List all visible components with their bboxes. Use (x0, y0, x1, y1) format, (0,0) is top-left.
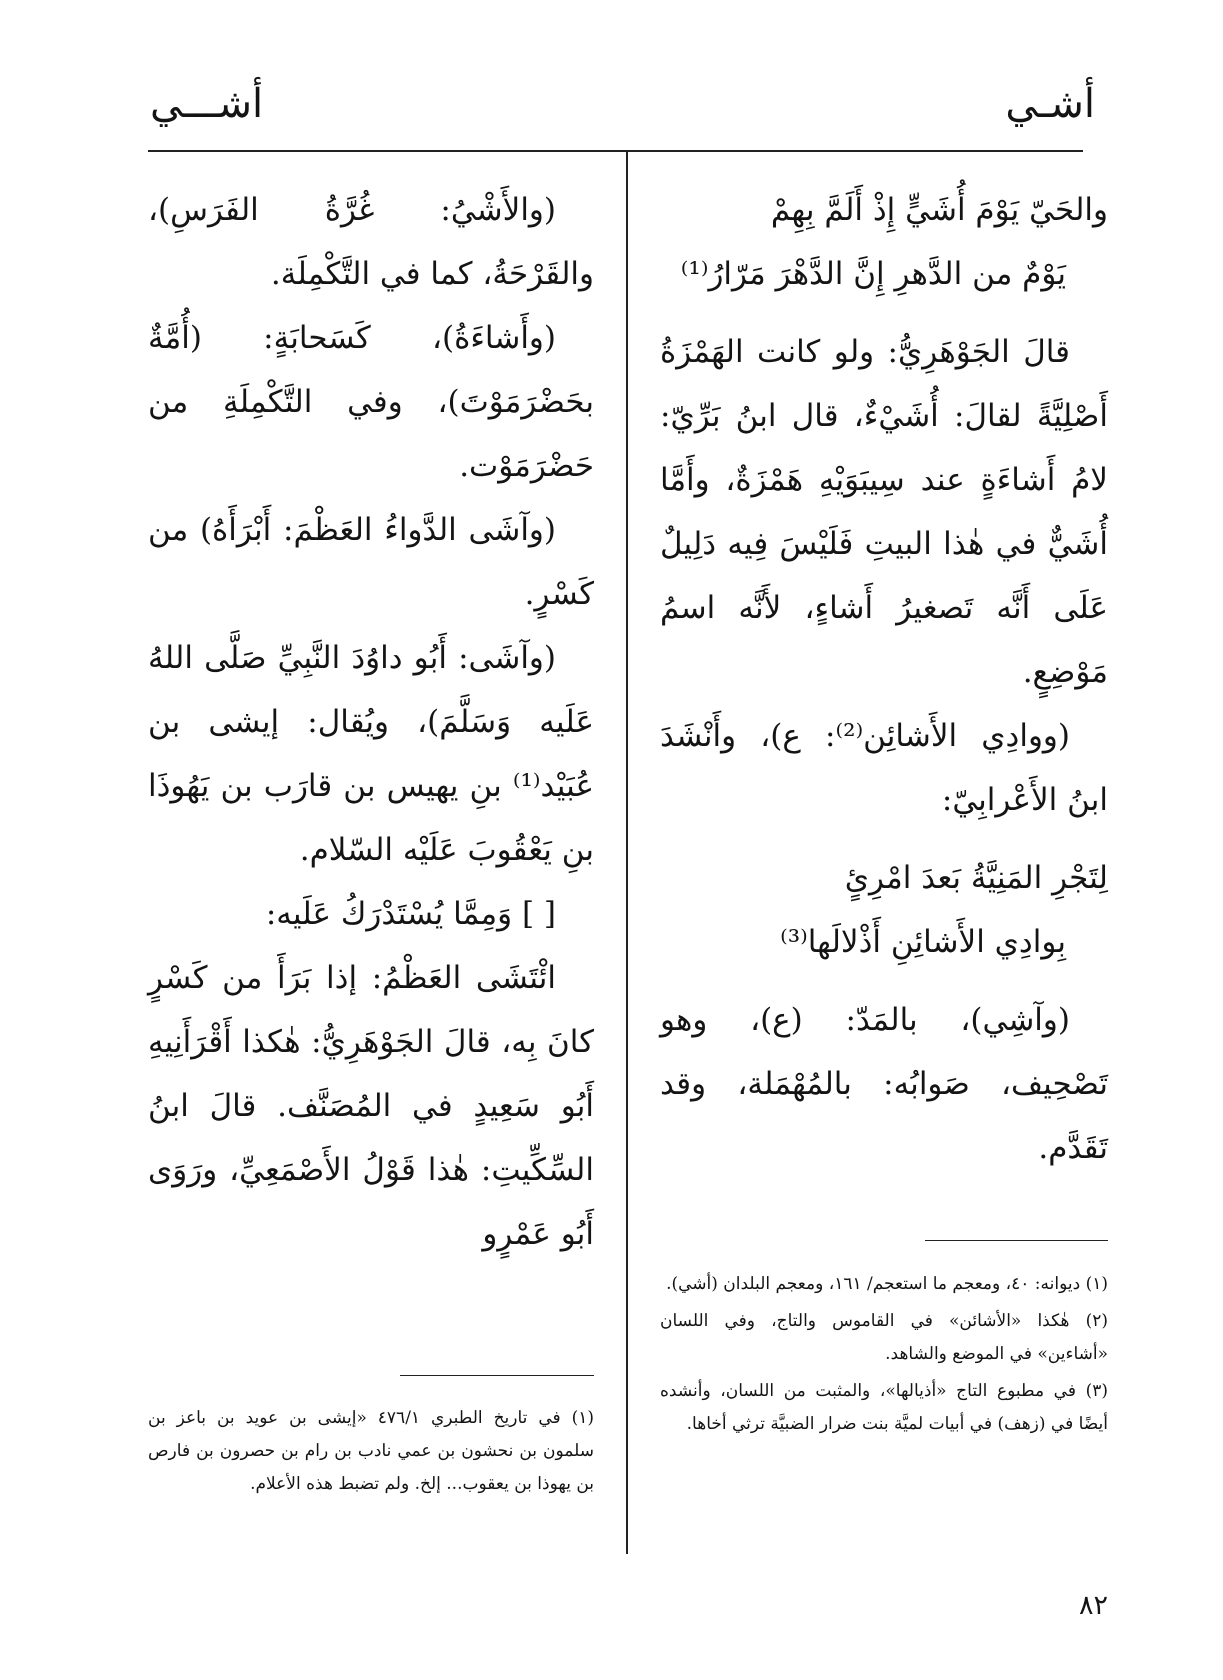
header-rule (148, 150, 1083, 152)
footnote-right-3: (٣) في مطبوع التاج «أذيالها»، والمثبت من اللسان، وأنشده أيضًا في (زهف) في أبيات لميَّة بنت ضرار الضبيَّة ترثي أخاها. (660, 1381, 1108, 1434)
left-column (148, 178, 594, 1266)
left-paragraph-1: (والأَشْيُ: غُرَّةُ الفَرَسِ)، والقَرْحَةُ، كما في التَّكْمِلَة. (148, 192, 594, 292)
right-paragraph-3: (وآشِي)، بالمَدّ: (ع)، وهو تَصْحِيف، صَوابُه: بالمُهْمَلة، وقد تَقَدَّم. (660, 1002, 1108, 1166)
left-paragraph-4: (وآشَى: أَبُو داوُدَ النَّبِيِّ صَلَّى اللهُ عَلَيه وَسَلَّمَ)، ويُقال: إيشى بن عُبَيْد⁽¹⁾ بنِ يهيس بن قارَب بن يَهُوذَا بنِ يَعْقُوبَ عَلَيْه السّلام. (148, 640, 594, 868)
page-number: ٨٢ (1078, 1590, 1108, 1621)
footnote-right-2: (٢) هٰكذا «الأشائن» في القاموس والتاج، وفي اللسان «أشاءين» في الموضع والشاهد. (660, 1311, 1108, 1364)
footnotes-left (148, 1402, 594, 1505)
right-paragraph-2: (ووادِي الأَشائِن⁽²⁾: ع)، وأَنْشَدَ ابنُ الأَعْرابِيّ: (660, 718, 1108, 818)
left-paragraph-6: ائْتَشَى العَظْمُ: إذا بَرَأَ من كَسْرٍ كانَ بِه، قالَ الجَوْهَرِيُّ: هٰكذا أَقْرَأَنِيهِ أَبُو سَعِيدٍ في المُصَنَّف. قالَ ابنُ السِّكِّيتِ: هٰذا قَوْلُ الأَصْمَعِيِّ، ورَوَى أَبُو عَمْرٍو (148, 960, 594, 1252)
verse-1-hemistich-1: والحَيّ يَوْمَ أُشَيٍّ إِذْ أَلَمَّ بِهِمْ (770, 192, 1108, 228)
footnote-right-1: (١) ديوانه: ٤٠، ومعجم ما استعجم/ ١٦١، ومعجم البلدان (أشي). (666, 1274, 1108, 1294)
left-paragraph-3: (وآشَى الدَّواءُ العَظْمَ: أَبْرَأَهُ) من كَسْرٍ. (148, 512, 594, 612)
footnote-rule-left (400, 1375, 594, 1376)
left-paragraph-2: (وأَشاءَةُ)، كَسَحابَةٍ: (أُمَّةٌ بحَضْرَمَوْتَ)، وفي التَّكْمِلَةِ من حَضْرَمَوْت. (148, 320, 594, 484)
right-column (660, 178, 1108, 1180)
column-divider (626, 152, 628, 1554)
footnote-rule-right (925, 1240, 1108, 1241)
verse-2-hemistich-2: بِوادِي الأَشائِنِ أَذْلالَها⁽³⁾ (780, 924, 1066, 960)
footnote-left-1: (١) في تاريخ الطبري ٤٧٦/١ «إيشى بن عويد بن باعز بن سلمون بن نحشون بن عمي نادب بن رام بن حصرون بن فارص بن يهوذا بن يعقوب... إلخ. ولم تضبط هذه الأعلام. (148, 1408, 594, 1494)
footnotes-right (660, 1268, 1108, 1445)
verse-2-hemistich-1: لِتَجْرِ المَنِيَّةُ بَعدَ امْرِئٍ (844, 860, 1108, 896)
right-paragraph-1: قالَ الجَوْهَرِيُّ: ولو كانت الهَمْزَةُ أَصْلِيَّةً لقالَ: أُشَيْءٌ، قال ابنُ بَرِّيّ: لامُ أَشاءَةٍ عند سِيبَوَيْهِ هَمْزَةٌ، وأَمَّا أُشَيٌّ في هٰذا البيتِ فَلَيْسَ فِيه دَلِيلٌ عَلَى أَنَّه تَصغيرُ أَشاءٍ، لأَنَّه اسمُ مَوْضِعٍ. (660, 334, 1108, 690)
running-header-left: أشـــي (150, 81, 264, 127)
running-header-right: أشـي (1005, 81, 1095, 127)
verse-1-hemistich-2: يَوْمٌ من الدَّهرِ إِنَّ الدَّهْرَ مَرّارُ⁽¹⁾ (680, 256, 1066, 292)
left-paragraph-5: [ ] وَمِمَّا يُسْتَدْرَكُ عَلَيه: (265, 896, 556, 932)
